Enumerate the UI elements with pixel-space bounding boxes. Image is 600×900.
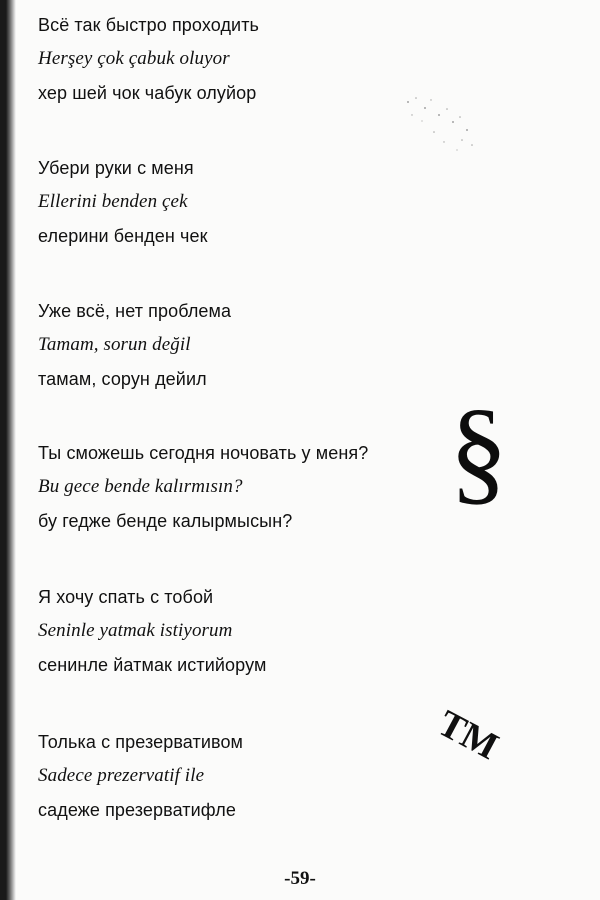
phrase-entry — [38, 294, 428, 396]
russian-line: Всё так быстро проходить — [38, 15, 260, 35]
turkish-line: Bu gece bende kalırmısın? — [38, 476, 243, 497]
transliteration-line: садеже презерватифле — [38, 800, 237, 820]
transliteration-line: бу гедже бенде калырмысын? — [38, 511, 293, 531]
turkish-line: Seninle yatmak istiyorum — [38, 620, 233, 641]
page-number: -59- — [284, 868, 316, 889]
turkish-line: Tamam, sorun değil — [38, 334, 191, 355]
binding-shadow — [0, 0, 16, 900]
trademark-stamp: TM — [431, 702, 505, 769]
section-sign-mark: § — [449, 385, 508, 516]
russian-line: Толька с презервативом — [38, 732, 244, 752]
russian-line: Ты сможешь сегодня ночовать у меня? — [38, 443, 369, 463]
turkish-line: Herşey çok çabuk oluyor — [38, 48, 230, 69]
transliteration-line: сенинле йатмак истийорум — [38, 655, 267, 675]
phrase-entry — [38, 725, 428, 827]
transliteration-line: елерини бенден чек — [38, 226, 208, 246]
transliteration-line: хер шей чок чабук олуйор — [38, 83, 257, 103]
russian-line: Уже всё, нет проблема — [38, 301, 232, 321]
phrase-entry — [38, 8, 428, 110]
phrase-entry — [38, 151, 428, 253]
print-speckles — [400, 90, 480, 160]
turkish-line: Ellerini benden çek — [38, 191, 188, 212]
russian-line: Убери руки с меня — [38, 158, 194, 178]
phrase-entry — [38, 436, 428, 538]
phrase-entry — [38, 580, 428, 682]
transliteration-line: тамам, сорун дейил — [38, 369, 207, 389]
russian-line: Я хочу спать с тобой — [38, 587, 214, 607]
turkish-line: Sadece prezervatif ile — [38, 765, 205, 786]
